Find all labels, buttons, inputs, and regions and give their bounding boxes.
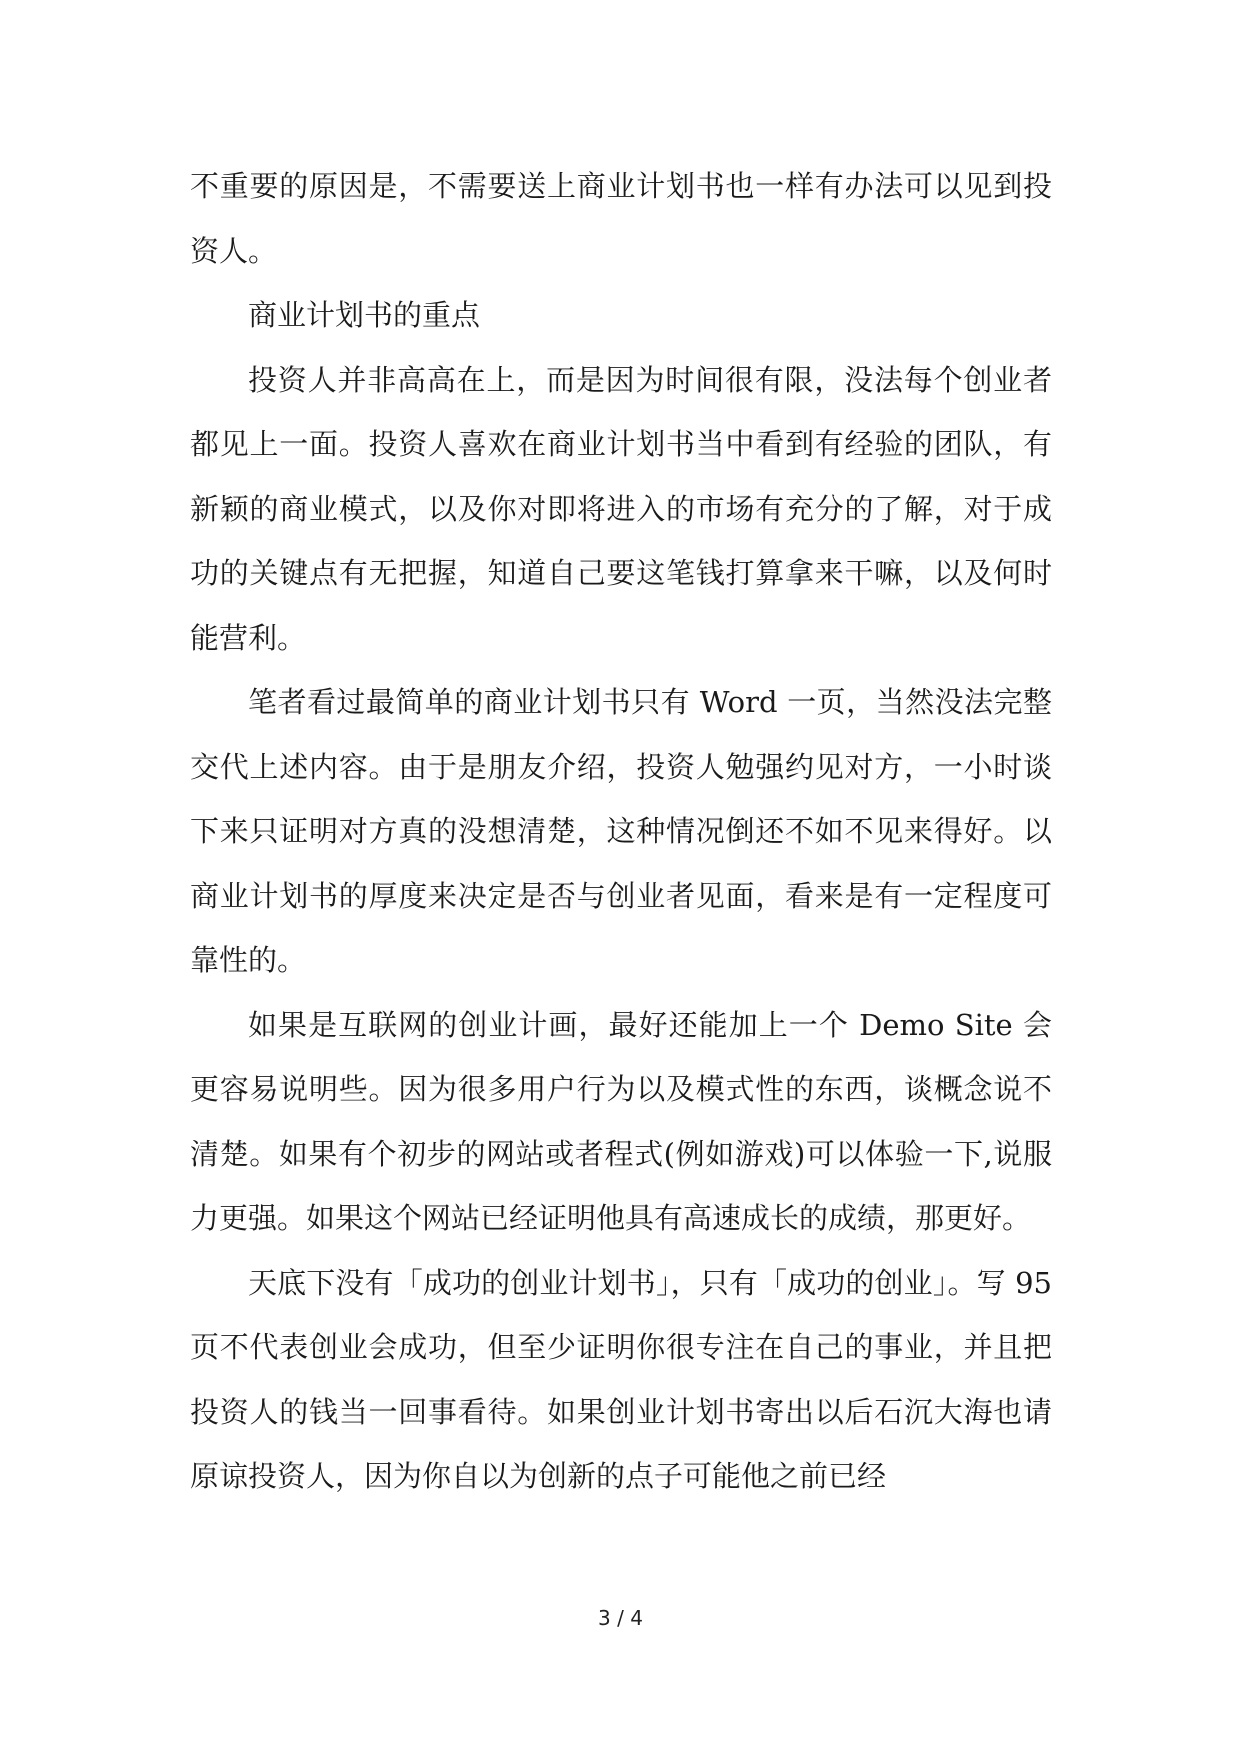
paragraph-continuation: 不重要的原因是，不需要送上商业计划书也一样有办法可以见到投资人。 xyxy=(190,169,1052,268)
paragraph-investor-focus: 投资人并非高高在上，而是因为时间很有限，没法每个创业者都见上一面。投资人喜欢在商业计划书当中看到有经验的团队，有新颖的商业模式，以及你对即将进入的市场有充分的了解，对于成功的关键点有无把握，知道自己要这笔钱打算拿来干嘛，以及何时能营利。 xyxy=(190,362,1052,655)
document-body xyxy=(190,154,1052,1509)
section-heading: 商业计划书的重点 xyxy=(248,298,481,332)
paragraph-successful-startup: 天底下没有「成功的创业计划书」，只有「成功的创业」。写 95 页不代表创业会成功，但至少证明你很专注在自己的事业，并且把投资人的钱当一回事看待。如果创业计划书寄出以后石沉大海也请原谅投资人，因为你自以为创新的点子可能他之前已经 xyxy=(190,1265,1052,1493)
page-number: 3 / 4 xyxy=(598,1606,643,1630)
paragraph-simplest-plan: 笔者看过最简单的商业计划书只有 Word 一页，当然没法完整交代上述内容。由于是朋友介绍，投资人勉强约见对方，一小时谈下来只证明对方真的没想清楚，这种情况倒还不如不见来得好。以商业计划书的厚度来决定是否与创业者见面，看来是有一定程度可靠性的。 xyxy=(190,685,1052,977)
paragraph-demo-site: 如果是互联网的创业计画，最好还能加上一个 Demo Site 会更容易说明些。因为很多用户行为以及模式性的东西，谈概念说不清楚。如果有个初步的网站或者程式(例如游戏)可以体验一下,说服力更强。如果这个网站已经证明他具有高速成长的成绩，那更好。 xyxy=(190,1007,1052,1235)
